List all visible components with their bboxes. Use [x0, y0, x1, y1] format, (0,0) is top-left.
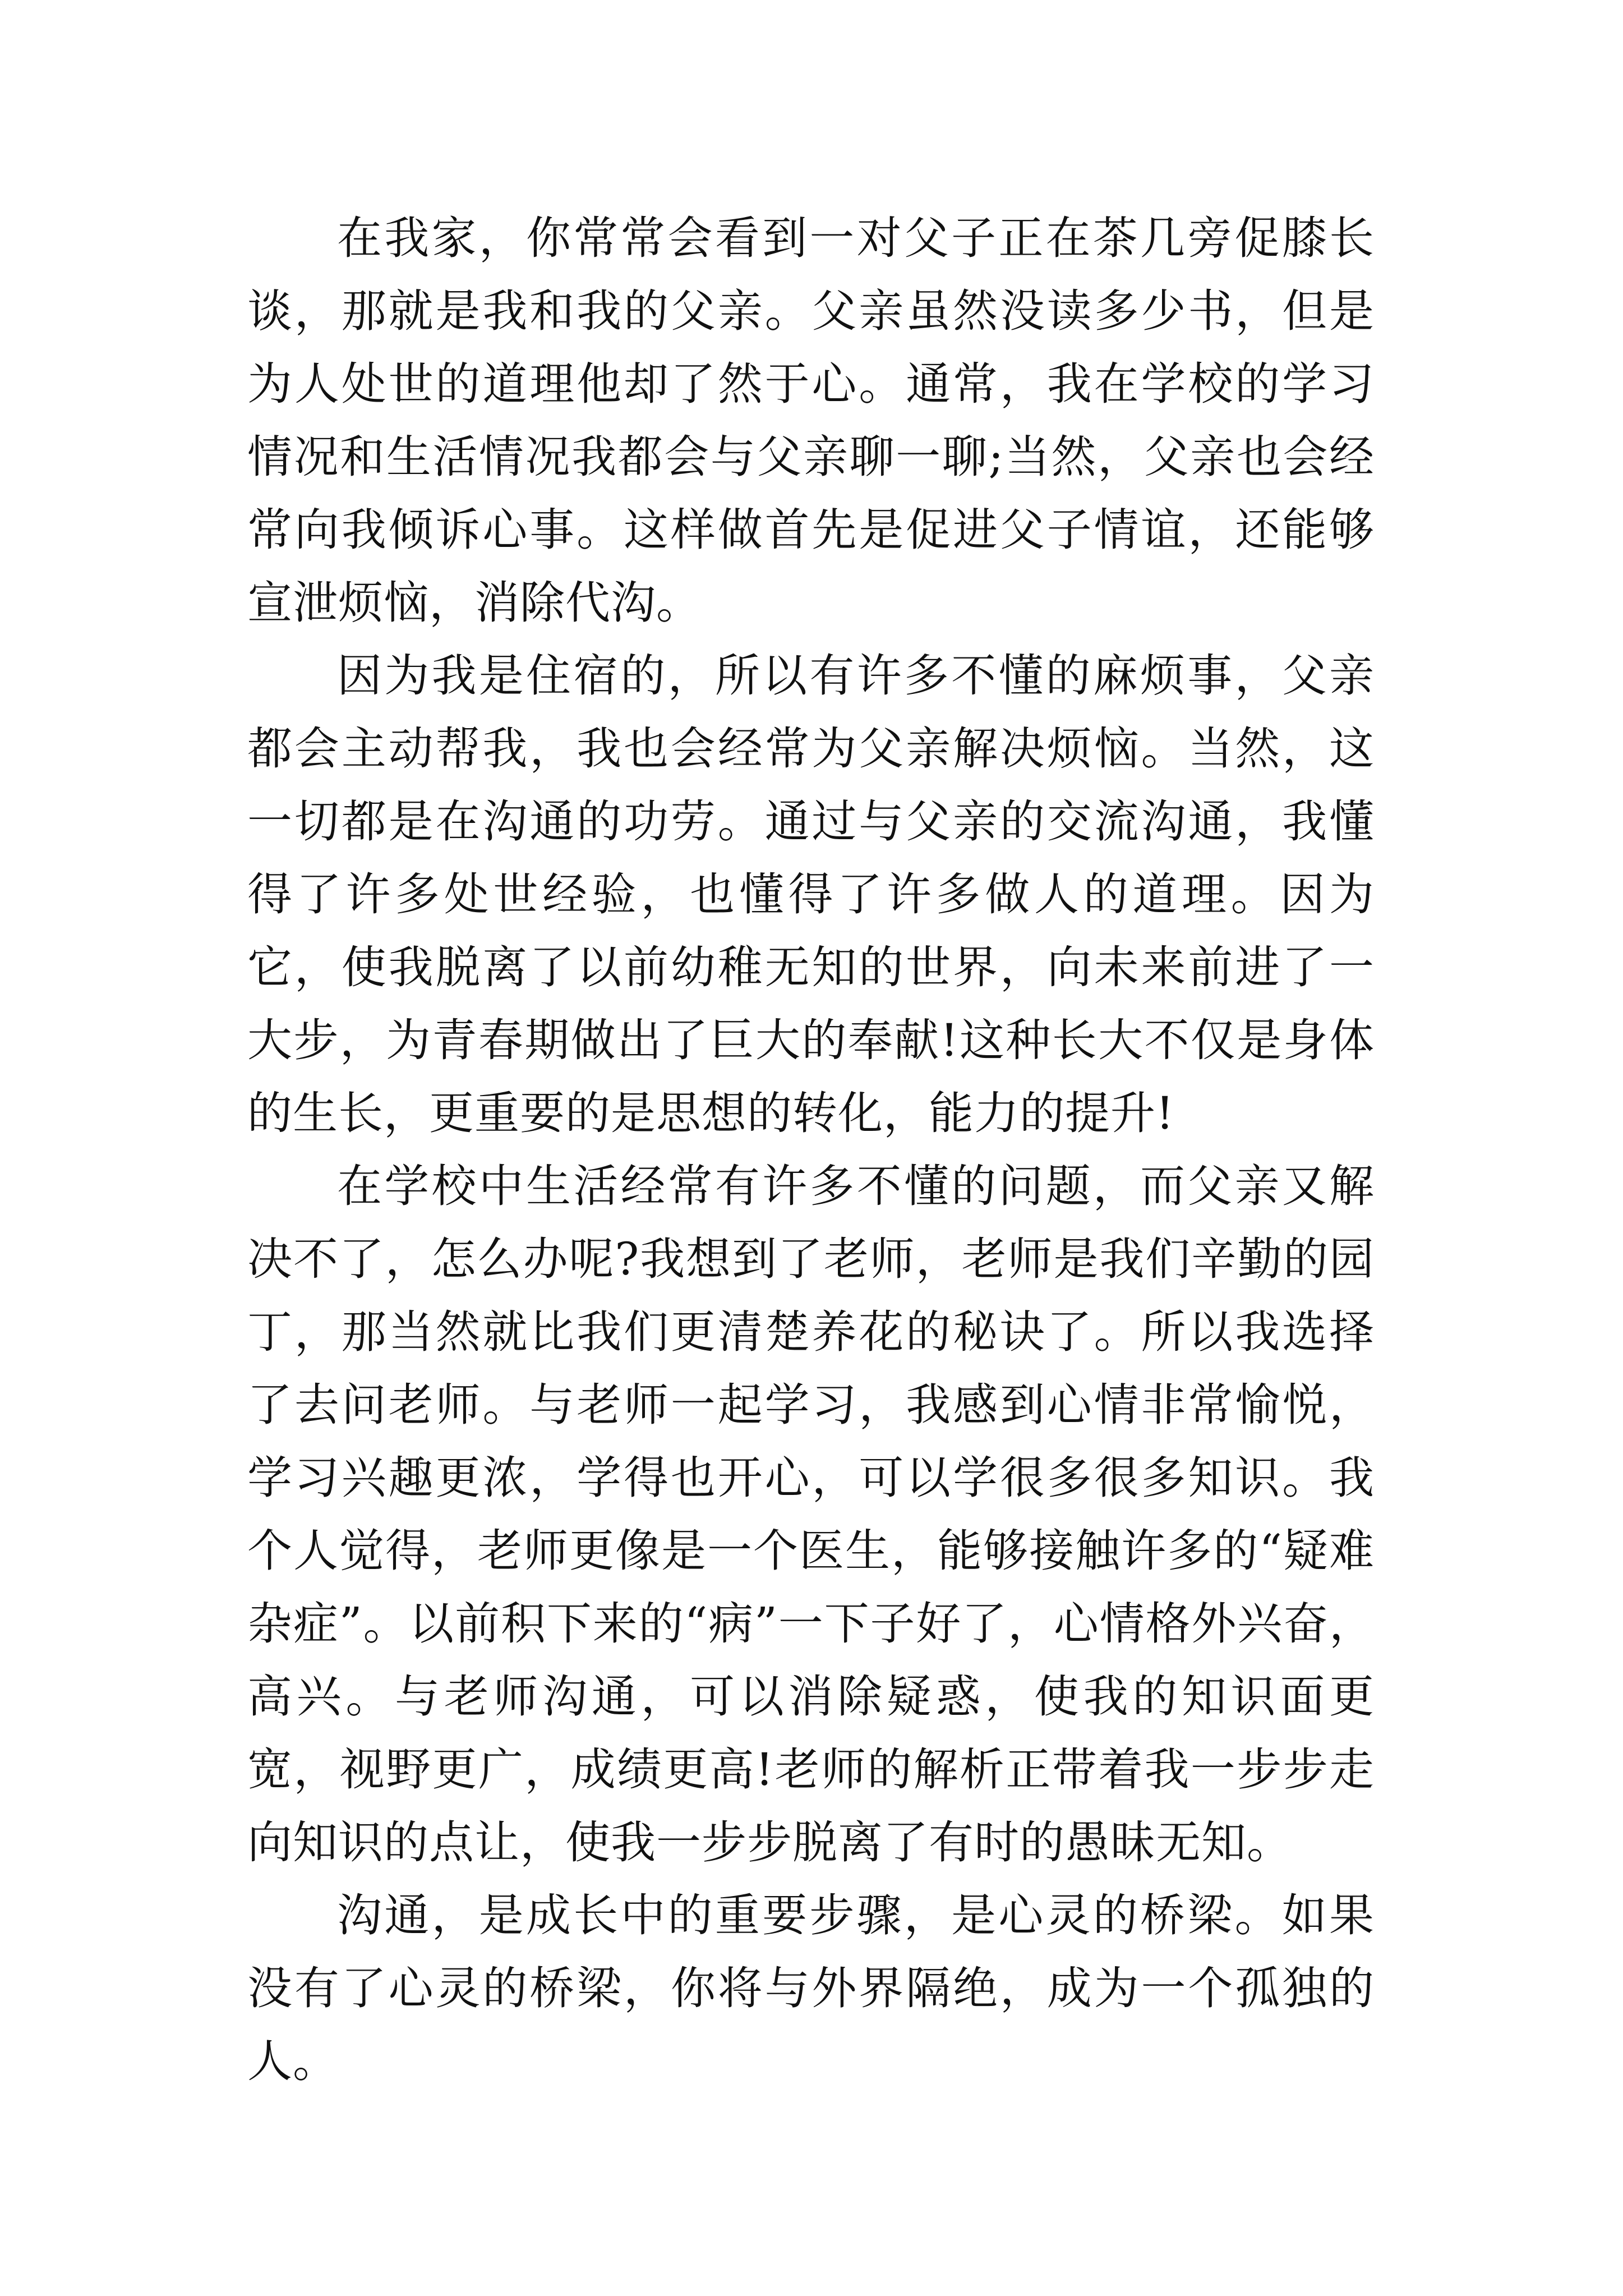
- paragraph-4: 沟通，是成长中的重要步骤，是心灵的桥梁。如果没有了心灵的桥梁，你将与外界隔绝，成为一个孤独的人。: [247, 1889, 1375, 2087]
- paragraph-2: 因为我是住宿的，所以有许多不懂的麻烦事，父亲都会主动帮我，我也会经常为父亲解决烦恼。当然，这一切都是在沟通的功劳。通过与父亲的交流沟通，我懂得了许多处世经验，也懂得了许多做人的道理。因为它，使我脱离了以前幼稚无知的世界，向未来前进了一大步，为青春期做出了巨大的奉献!这种长大不仅是身体的生长，更重要的是思想的转化，能力的提升!: [247, 650, 1375, 1139]
- paragraph-1: 在我家，你常常会看到一对父子正在茶几旁促膝长谈，那就是我和我的父亲。父亲虽然没读多少书，但是为人处世的道理他却了然于心。通常，我在学校的学习情况和生活情况我都会与父亲聊一聊;当然，父亲也会经常向我倾诉心事。这样做首先是促进父子情谊，还能够宣泄烦恼，消除代沟。: [247, 212, 1375, 629]
- paragraph-3: 在学校中生活经常有许多不懂的问题，而父亲又解决不了，怎么办呢?我想到了老师，老师是我们辛勤的园丁，那当然就比我们更清楚养花的秘诀了。所以我选择了去问老师。与老师一起学习，我感到心情非常愉悦，学习兴趣更浓，学得也开心，可以学很多很多知识。我个人觉得，老师更像是一个医生，能够接触许多的“疑难杂症”。以前积下来的“病”一下子好了，心情格外兴奋，高兴。与老师沟通，可以消除疑惑，使我的知识面更宽，视野更广，成绩更高!老师的解析正带着我一步步走向知识的点让，使我一步步脱离了有时的愚昧无知。: [247, 1160, 1375, 1869]
- essay-body: [247, 202, 1375, 2098]
